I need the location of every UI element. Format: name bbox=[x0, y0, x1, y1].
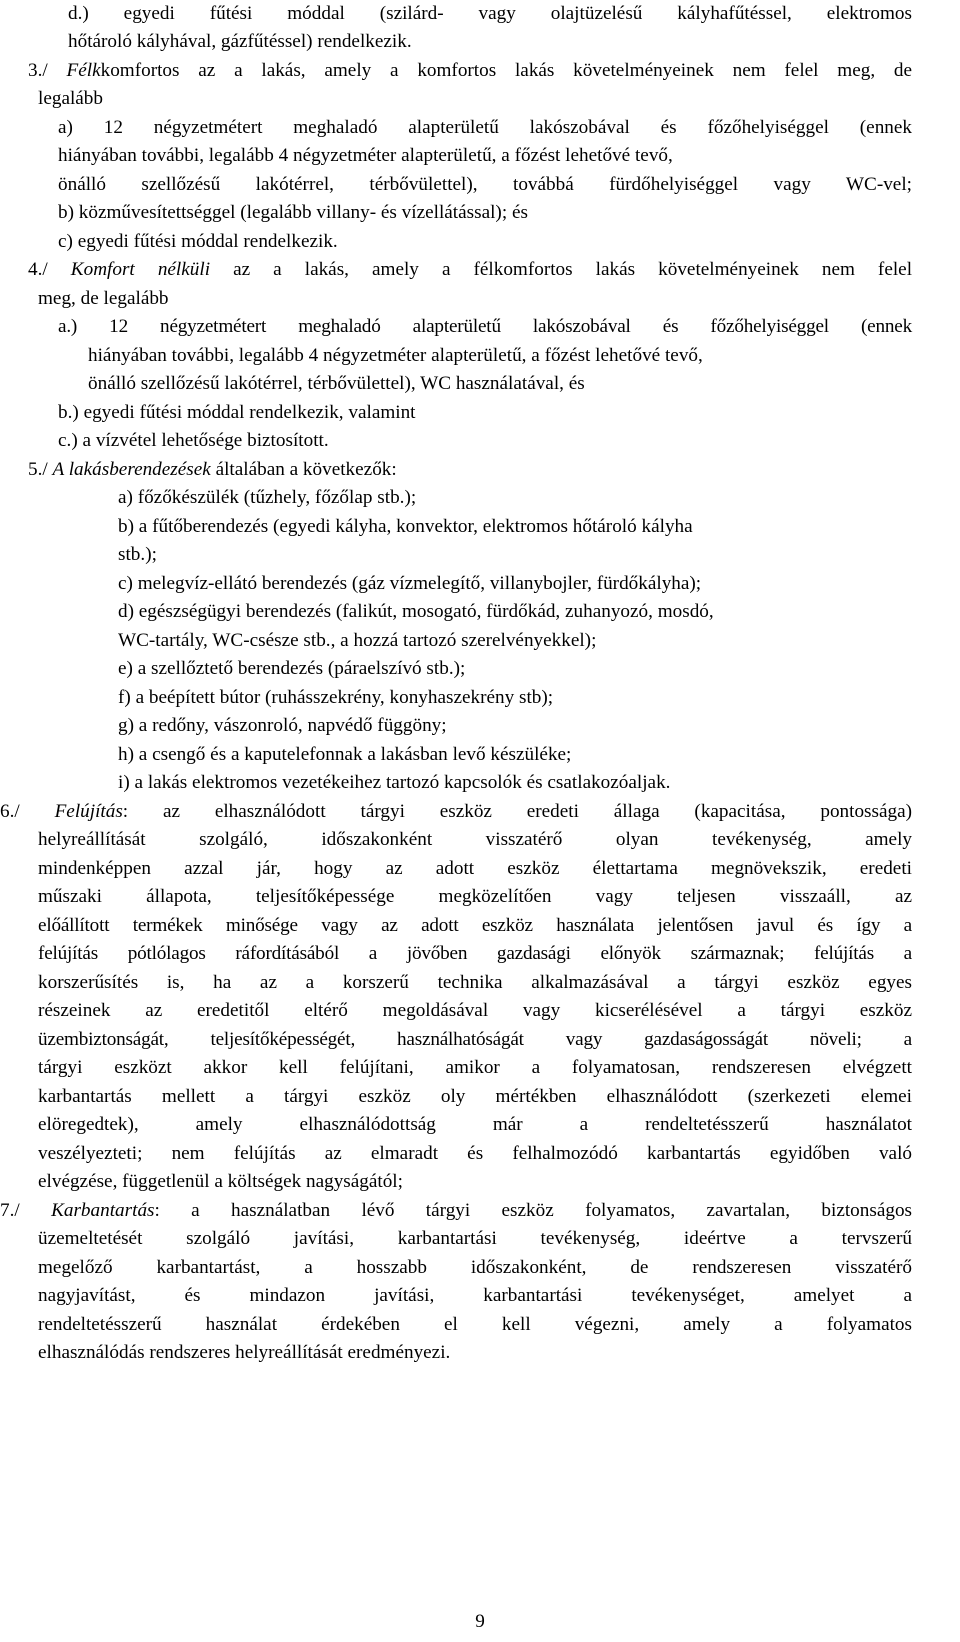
section-number: 6./ bbox=[0, 801, 20, 822]
section-term: Felújítás bbox=[54, 801, 123, 822]
text-line: korszerűsítés is, ha az a korszerű technika alkalmazásával a tárgyi eszköz egyes bbox=[38, 972, 912, 993]
text-line: d.) egyedi fűtési móddal (szilárd- vagy olajtüzelésű kályhafűtéssel, elektromos bbox=[68, 3, 912, 24]
section-number: 7./ bbox=[0, 1200, 20, 1221]
text-line: helyreállítását szolgáló, időszakonként visszatérő olyan tevékenység, amely bbox=[38, 829, 912, 850]
text-line: mindenképpen azzal jár, hogy az adott eszköz élettartama megnövekszik, eredeti bbox=[38, 858, 912, 879]
text-line: a.) 12 négyzetmétert meghaladó alapterületű lakószobával és főzőhelyiséggel (ennek bbox=[58, 316, 912, 337]
list-item: d) egészségügyi berendezés (falikút, mosogató, fürdőkád, zuhanyozó, mosdó, bbox=[118, 601, 714, 622]
text-line: felújítás pótlólagos ráfordításából a jövőben gazdasági előnyök származnak; felújítás a bbox=[38, 943, 912, 964]
list-item: stb.); bbox=[118, 544, 157, 565]
text-line: részeinek az eredetitől eltérő megoldásával vagy kicserélésével a tárgyi eszköz bbox=[38, 1000, 912, 1021]
text-line: hiányában további, legalább 4 négyzetméter alapterületű, a főzést lehetővé tevő, bbox=[88, 345, 703, 366]
list-item: f) a beépített bútor (ruhásszekrény, konyhaszekrény stb); bbox=[118, 687, 554, 708]
text-line: elöregedtek), amely elhasználódottság már a rendeltetésszerű használatot bbox=[38, 1114, 912, 1135]
list-item: g) a redőny, vászonroló, napvédő függöny; bbox=[118, 715, 447, 736]
list-item: b) a fűtőberendezés (egyedi kályha, konvektor, elektromos hőtároló kályha bbox=[118, 516, 693, 537]
text-line: rendeltetésszerű használat érdekében el kell végezni, amely a folyamatos bbox=[38, 1314, 912, 1335]
text-line: b) közművesítettséggel (legalább villany- és vízellátással); és bbox=[58, 202, 528, 223]
text-line: hőtároló kályhával, gázfűtéssel) rendelkezik. bbox=[68, 31, 412, 52]
list-item: a) főzőkészülék (tűzhely, főzőlap stb.); bbox=[118, 487, 417, 508]
text-line: üzembiztonságát, teljesítőképességét, használhatóságát vagy gazdaságosságát növeli; a bbox=[38, 1029, 912, 1050]
page-number: 9 bbox=[475, 1611, 485, 1632]
text-line: tárgyi eszközt akkor kell felújítani, amikor a folyamatosan, rendszeresen elvégzett bbox=[38, 1057, 912, 1078]
text-line: megelőző karbantartást, a hosszabb időszakonként, de rendszeresen visszatérő bbox=[38, 1257, 912, 1278]
text-line: elvégzése, függetlenül a költségek nagyságától; bbox=[38, 1171, 403, 1192]
section-term: A lakásberendezések bbox=[52, 459, 211, 480]
text-line: karbantartás mellett a tárgyi eszköz oly mértékben elhasználódott (szerkezeti elemei bbox=[38, 1086, 912, 1107]
section-number: 5./ bbox=[28, 459, 48, 480]
text-line: műszaki állapota, teljesítőképessége megközelítően vagy teljesen visszaáll, az bbox=[38, 886, 912, 907]
text-line: önálló szellőzésű lakótérrel, térbővülettel), WC használatával, és bbox=[88, 373, 585, 394]
text-line: hiányában további, legalább 4 négyzetméter alapterületű, a főzést lehetővé tevő, bbox=[58, 145, 673, 166]
section-term: Komfort nélküli bbox=[70, 259, 211, 280]
section-6-heading: 6./ Felújítás: az elhasználódott tárgyi eszköz eredeti állaga (kapacitása, pontossága) bbox=[0, 801, 913, 822]
text-line: üzemeltetését szolgáló javítási, karbantartási tevékenység, ideértve a tervszerű bbox=[38, 1228, 912, 1249]
list-item: c) melegvíz-ellátó berendezés (gáz vízmelegítő, villanybojler, fürdőkályha); bbox=[118, 573, 702, 594]
list-item: h) a csengő és a kaputelefonnak a lakásban levő készüléke; bbox=[118, 744, 572, 765]
text-line: c.) a vízvétel lehetősége biztosított. bbox=[58, 430, 329, 451]
text-line: c) egyedi fűtési móddal rendelkezik. bbox=[58, 231, 338, 252]
text-line: előállított termékek minősége vagy az adott eszköz használata jelentősen javul és így a bbox=[38, 915, 912, 936]
section-term: Félk bbox=[66, 60, 101, 81]
text-line: a) 12 négyzetmétert meghaladó alapterületű lakószobával és főzőhelyiséggel (ennek bbox=[58, 117, 912, 138]
list-item: e) a szellőztető berendezés (páraelszívó stb.); bbox=[118, 658, 466, 679]
section-number: 3./ bbox=[28, 60, 48, 81]
section-term: Karbantartás bbox=[51, 1200, 155, 1221]
text-line: elhasználódás rendszeres helyreállítását eredményezi. bbox=[38, 1342, 451, 1363]
text-line: meg, de legalább bbox=[38, 288, 169, 309]
text-line: nagyjavítást, és mindazon javítási, karbantartási tevékenységet, amelyet a bbox=[38, 1285, 912, 1306]
section-7-heading: 7./ Karbantartás: a használatban lévő tárgyi eszköz folyamatos, zavartalan, biztonságos bbox=[0, 1200, 913, 1221]
section-number: 4./ bbox=[28, 259, 48, 280]
section-3-heading: 3./ Félkkomfortos az a lakás, amely a komfortos lakás követelményeinek nem felel meg, de bbox=[28, 60, 913, 81]
section-4-heading: 4./ Komfort nélküli az a lakás, amely a félkomfortos lakás követelményeinek nem felel bbox=[28, 259, 913, 280]
list-item: WC-tartály, WC-csésze stb., a hozzá tartozó szerelvényekkel); bbox=[118, 630, 597, 651]
list-item: i) a lakás elektromos vezetékeihez tartozó kapcsolók és csatlakozóaljak. bbox=[118, 772, 671, 793]
text-line: önálló szellőzésű lakótérrel, térbővülettel), továbbá fürdőhelyiséggel vagy WC-vel; bbox=[58, 174, 912, 195]
section-5-heading: 5./ A lakásberendezések általában a következők: bbox=[28, 459, 397, 480]
text-line: veszélyezteti; nem felújítás az elmaradt és felhalmozódó karbantartás egyidőben való bbox=[38, 1143, 912, 1164]
text-line: legalább bbox=[38, 88, 103, 109]
text-line: b.) egyedi fűtési móddal rendelkezik, valamint bbox=[58, 402, 416, 423]
